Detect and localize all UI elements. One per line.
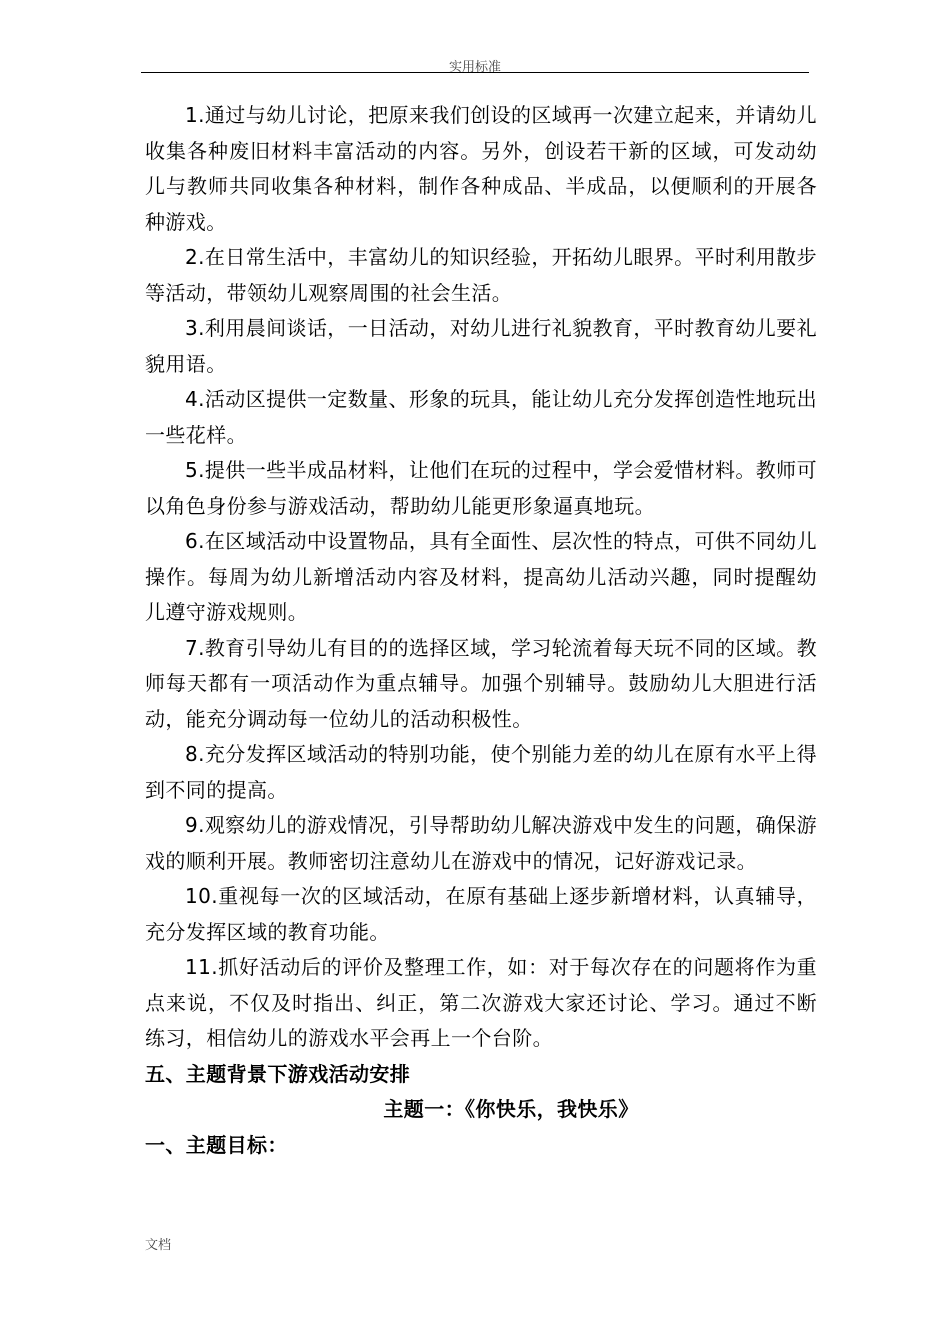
page-header: 实用标准 — [448, 60, 501, 75]
section-heading: 五、主题背景下游戏活动安排 — [145, 1061, 411, 1086]
paragraph-1: 1.通过与幼儿讨论，把原来我们创设的区域再一次建立起来，并请幼儿收集各种废旧材料丰富活动的内容。另外，创设若干新的区域，可发动幼儿与教师共同收集各种材料，制作各种成品、半成品，以便顺利的开展各种游戏。 — [145, 103, 817, 234]
paragraph-7: 7.教育引导幼儿有目的的选择区域，学习轮流着每天玩不同的区域。教师每天都有一项活动作为重点辅导。加强个别辅导。鼓励幼儿大胆进行活动，能充分调动每一位幼儿的活动积极性。 — [145, 635, 817, 731]
paragraph-4: 4.活动区提供一定数量、形象的玩具，能让幼儿充分发挥创造性地玩出一些花样。 — [145, 387, 817, 447]
paragraph-6: 6.在区域活动中设置物品，具有全面性、层次性的特点，可供不同幼儿操作。每周为幼儿新增活动内容及材料，提高幼儿活动兴趣，同时提醒幼儿遵守游戏规则。 — [145, 529, 817, 624]
paragraph-2: 2.在日常生活中，丰富幼儿的知识经验，开拓幼儿眼界。平时利用散步等活动，带领幼儿观察周围的社会生活。 — [145, 245, 817, 305]
paragraph-3: 3.利用晨间谈话，一日活动，对幼儿进行礼貌教育，平时教育幼儿要礼貌用语。 — [145, 316, 817, 376]
paragraph-10: 10.重视每一次的区域活动，在原有基础上逐步新增材料，认真辅导，充分发挥区域的教育功能。 — [145, 884, 817, 944]
paragraph-11: 11.抓好活动后的评价及整理工作，如：对于每次存在的问题将作为重点来说，不仅及时指出、纠正，第二次游戏大家还讨论、学习。通过不断练习，相信幼儿的游戏水平会再上一个台阶。 — [145, 955, 817, 1050]
subsection-heading: 一、主题目标： — [145, 1132, 288, 1157]
page-footer: 文档 — [145, 1238, 172, 1253]
theme-title: 主题一：《你快乐，我快乐》 — [383, 1097, 639, 1121]
paragraph-9: 9.观察幼儿的游戏情况，引导帮助幼儿解决游戏中发生的问题，确保游戏的顺利开展。教师密切注意幼儿在游戏中的情况，记好游戏记录。 — [145, 813, 817, 873]
paragraph-8: 8.充分发挥区域活动的特别功能，使个别能力差的幼儿在原有水平上得到不同的提高。 — [145, 742, 817, 802]
document-body — [145, 98, 817, 1163]
paragraph-5: 5.提供一些半成品材料，让他们在玩的过程中，学会爱惜材料。教师可以角色身份参与游戏活动，帮助幼儿能更形象逼真地玩。 — [145, 458, 817, 518]
header-divider — [141, 72, 809, 73]
